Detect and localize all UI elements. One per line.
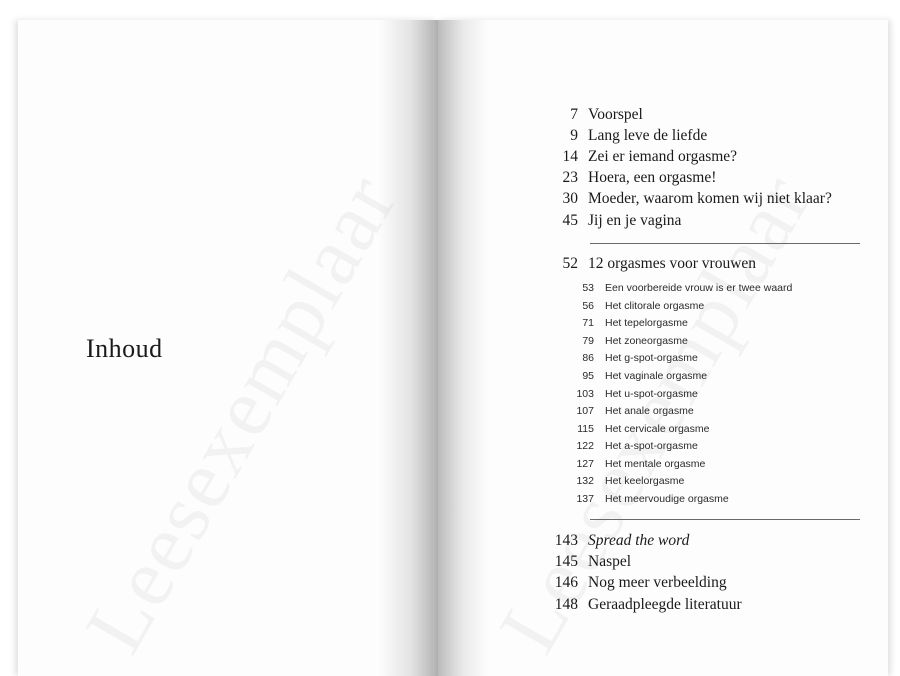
- right-page: [438, 20, 888, 676]
- toc-page-number: 115: [577, 423, 594, 435]
- watermark-left: [66, 157, 417, 668]
- toc-page-number: 14: [562, 148, 578, 165]
- toc-subentry: [568, 405, 694, 422]
- toc-title: Het zoneorgasme: [605, 335, 688, 347]
- toc-page-number: 30: [562, 190, 578, 207]
- toc-title: Het clitorale orgasme: [605, 300, 705, 312]
- toc-entry: [530, 106, 643, 127]
- toc-entry: [530, 532, 689, 553]
- toc-page-number: 53: [582, 282, 594, 294]
- toc-subentry: [568, 370, 707, 387]
- toc-title: Naspel: [588, 553, 632, 570]
- toc-title: Het tepelorgasme: [605, 317, 688, 329]
- toc-subentry: [568, 423, 709, 440]
- toc-subentry: [568, 317, 688, 334]
- toc-title: Het vaginale orgasme: [605, 370, 708, 382]
- toc-page-number: 107: [576, 405, 594, 417]
- toc-title: Zei er iemand orgasme?: [588, 148, 738, 165]
- toc-title: Een voorbereide vrouw is er twee waard: [605, 282, 793, 294]
- toc-entry: [530, 212, 681, 233]
- toc-page-number: 45: [562, 212, 578, 229]
- toc-title: Het keelorgasme: [605, 475, 685, 487]
- toc-subentry: [568, 388, 698, 405]
- left-page: [18, 20, 438, 676]
- toc-title: Voorspel: [588, 106, 643, 123]
- toc-page-number: 127: [576, 458, 594, 470]
- toc-page-number: 145: [554, 553, 578, 570]
- toc-page-number: 122: [576, 440, 594, 452]
- toc-subentry: [568, 440, 698, 457]
- section-divider: [590, 519, 860, 520]
- toc-page-number: 132: [576, 475, 594, 487]
- toc-subentry: [568, 352, 698, 369]
- toc-page-number: 56: [582, 300, 594, 312]
- toc-title: Nog meer verbeelding: [588, 574, 727, 591]
- section-divider: [590, 243, 860, 244]
- toc-title: Het meervoudige orgasme: [605, 493, 729, 505]
- toc-page-number: 137: [576, 493, 594, 505]
- toc-page-number: 52: [562, 255, 578, 272]
- toc-page-number: 7: [570, 106, 578, 123]
- toc-title: Het anale orgasme: [605, 405, 694, 417]
- toc-title: Moeder, waarom komen wij niet klaar?: [588, 190, 832, 207]
- toc-subentry: [568, 335, 688, 352]
- toc-page-number: 95: [582, 370, 594, 382]
- toc-title: Het mentale orgasme: [605, 458, 706, 470]
- toc-title: Het u-spot-orgasme: [605, 388, 698, 400]
- book-spread: [18, 20, 888, 676]
- toc-entry: [530, 190, 832, 211]
- toc-entry: [530, 553, 631, 574]
- toc-title: Het cervicale orgasme: [605, 423, 710, 435]
- toc-title: Jij en je vagina: [588, 212, 682, 229]
- toc-subentry: [568, 282, 792, 299]
- toc-page-number: 143: [554, 532, 578, 549]
- toc-entry: [530, 596, 742, 617]
- toc-subentry: [568, 475, 684, 492]
- toc-page-number: 148: [554, 596, 578, 613]
- toc-title: Lang leve de liefde: [588, 127, 708, 144]
- toc-entry: [530, 169, 716, 190]
- toc-page-number: 9: [570, 127, 578, 144]
- toc-subentry: [568, 493, 729, 510]
- toc-title: Spread the word: [588, 532, 690, 549]
- toc-page-number: 71: [582, 317, 594, 329]
- toc-page-number: 23: [562, 169, 578, 186]
- toc-title: 12 orgasmes voor vrouwen: [588, 255, 757, 272]
- toc-title: Het a-spot-orgasme: [605, 440, 698, 452]
- toc-title: Het g-spot-orgasme: [605, 352, 698, 364]
- toc-page-number: 79: [582, 335, 594, 347]
- toc-section-heading: [530, 255, 756, 276]
- toc-entry: [530, 127, 707, 148]
- toc-subentry: [568, 300, 704, 317]
- toc-title: Hoera, een orgasme!: [588, 169, 717, 186]
- toc-subentry: [568, 458, 705, 475]
- toc-entry: [530, 148, 737, 169]
- toc-entry: [530, 574, 727, 595]
- toc-title: Geraadpleegde literatuur: [588, 596, 742, 613]
- toc-page-number: 103: [576, 388, 594, 400]
- contents-heading: Inhoud: [86, 334, 163, 363]
- toc-page-number: 86: [582, 352, 594, 364]
- toc-page-number: 146: [554, 574, 578, 591]
